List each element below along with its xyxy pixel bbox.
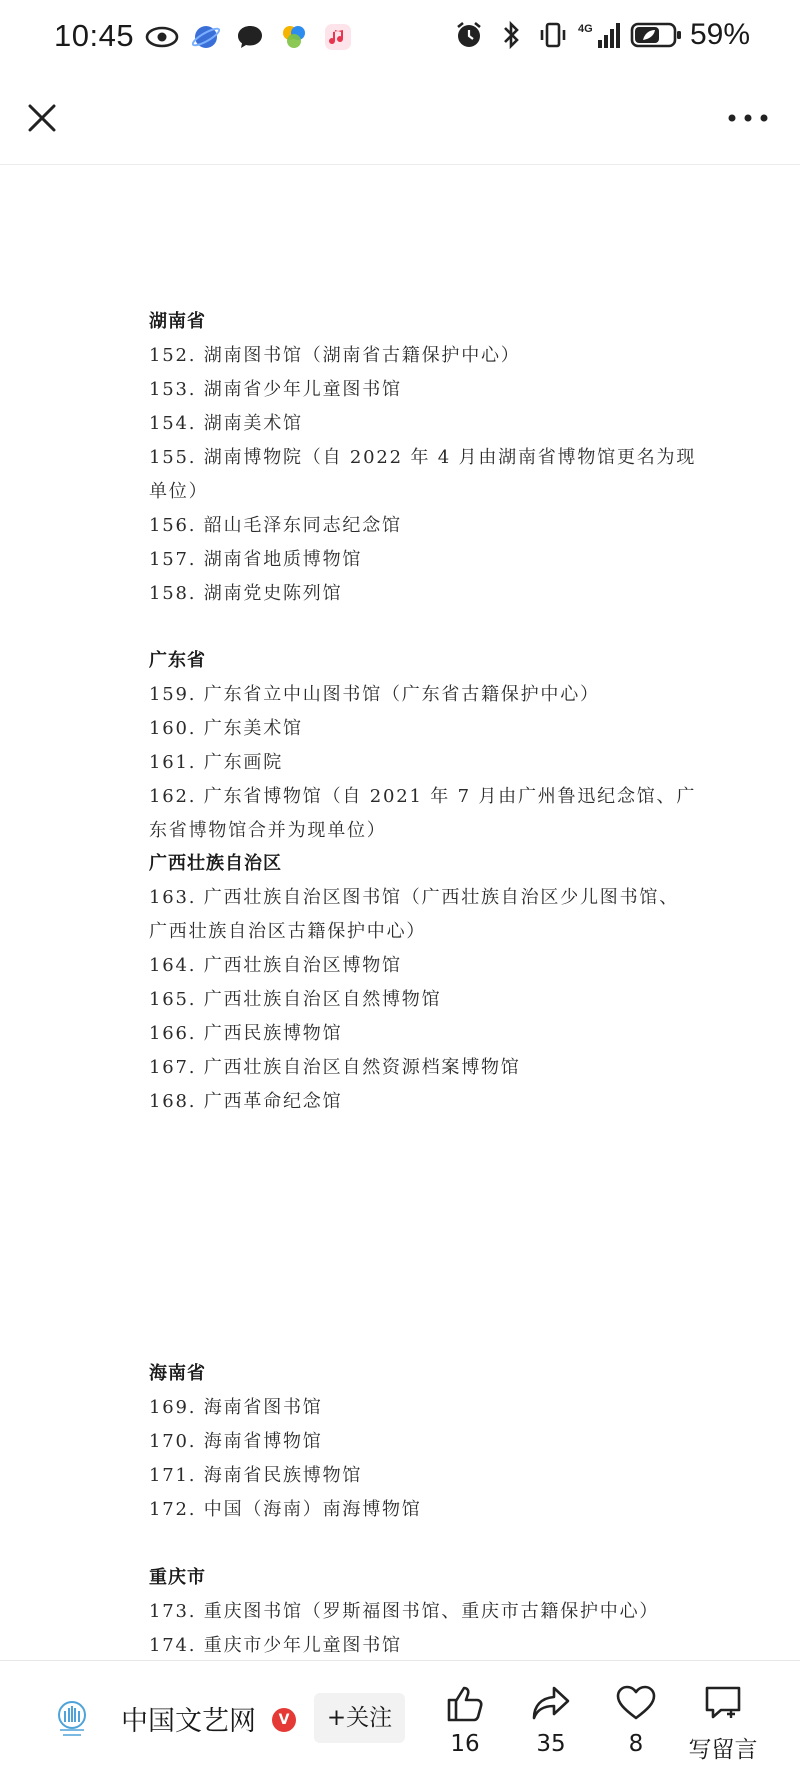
status-time: 10:45	[54, 18, 135, 53]
more-options-button[interactable]	[726, 104, 770, 132]
verified-badge: V	[272, 1708, 296, 1732]
article-top-bar	[0, 80, 800, 165]
section-heading-chongqing: 重庆市	[149, 1567, 206, 1588]
account-name[interactable]: 中国文艺网	[121, 1706, 256, 1737]
list-item: 166. 广西民族博物馆	[149, 1023, 343, 1044]
share-icon	[529, 1681, 573, 1725]
alarm-icon	[452, 18, 486, 52]
chat-bubble-icon	[233, 20, 267, 54]
status-app-icons	[145, 20, 355, 54]
like-button[interactable]	[430, 1681, 500, 1757]
comment-icon	[701, 1681, 745, 1725]
comment-button[interactable]	[687, 1681, 759, 1764]
bottom-action-bar	[0, 1660, 800, 1778]
list-item: 161. 广东画院	[149, 752, 283, 773]
list-item: 154. 湖南美术馆	[149, 413, 303, 434]
thumbs-up-icon	[443, 1681, 487, 1725]
list-item: 171. 海南省民族博物馆	[149, 1465, 363, 1486]
list-item: 174. 重庆市少年儿童图书馆	[149, 1635, 402, 1656]
list-item: 168. 广西革命纪念馆	[149, 1091, 343, 1112]
list-item: 东省博物馆合并为现单位）	[149, 820, 387, 841]
section-heading-guangdong: 广东省	[149, 650, 206, 671]
share-button[interactable]	[516, 1681, 586, 1757]
vibrate-icon	[536, 18, 570, 52]
music-icon	[321, 20, 355, 54]
list-item: 170. 海南省博物馆	[149, 1431, 323, 1452]
close-icon	[22, 98, 62, 138]
like-count: 16	[450, 1731, 480, 1757]
heart-icon	[614, 1681, 658, 1725]
browser-icon	[189, 20, 223, 54]
eye-icon	[145, 20, 179, 54]
section-heading-guangxi: 广西壮族自治区	[149, 853, 282, 874]
list-item: 160. 广东美术馆	[149, 718, 303, 739]
list-item: 162. 广东省博物馆（自 2021 年 7 月由广州鲁迅纪念馆、广	[149, 786, 697, 807]
list-item: 164. 广西壮族自治区博物馆	[149, 955, 402, 976]
logo-icon	[48, 1697, 96, 1745]
more-icon	[726, 104, 770, 132]
account-logo[interactable]	[48, 1697, 96, 1745]
signal-icon	[578, 18, 622, 52]
status-system-icons	[452, 18, 750, 52]
article-content	[0, 165, 800, 1660]
list-item: 156. 韶山毛泽东同志纪念馆	[149, 515, 402, 536]
favorite-button[interactable]	[601, 1681, 671, 1757]
list-item: 169. 海南省图书馆	[149, 1397, 323, 1418]
list-item: 153. 湖南省少年儿童图书馆	[149, 379, 402, 400]
status-bar	[0, 0, 800, 80]
list-item: 157. 湖南省地质博物馆	[149, 549, 363, 570]
list-item: 155. 湖南博物院（自 2022 年 4 月由湖南省博物馆更名为现	[149, 447, 697, 468]
comment-label: 写留言	[688, 1737, 758, 1763]
share-count: 35	[536, 1731, 566, 1757]
section-heading-hunan: 湖南省	[149, 311, 206, 332]
list-item: 广西壮族自治区古籍保护中心）	[149, 921, 427, 942]
svg-text:4G: 4G	[577, 23, 593, 35]
list-item: 159. 广东省立中山图书馆（广东省古籍保护中心）	[149, 684, 600, 705]
list-item: 单位）	[149, 481, 209, 502]
list-item: 152. 湖南图书馆（湖南省古籍保护中心）	[149, 345, 521, 366]
battery-percent: 59%	[689, 18, 750, 51]
list-item: 173. 重庆图书馆（罗斯福图书馆、重庆市古籍保护中心）	[149, 1601, 660, 1622]
follow-button[interactable]: +关注	[314, 1693, 405, 1743]
list-item: 163. 广西壮族自治区图书馆（广西壮族自治区少儿图书馆、	[149, 887, 679, 908]
list-item: 167. 广西壮族自治区自然资源档案博物馆	[149, 1057, 521, 1078]
list-item: 158. 湖南党史陈列馆	[149, 583, 343, 604]
favorite-count: 8	[628, 1731, 644, 1757]
list-item: 165. 广西壮族自治区自然博物馆	[149, 989, 442, 1010]
app-icon	[277, 20, 311, 54]
section-heading-hainan: 海南省	[149, 1363, 206, 1384]
list-item: 172. 中国（海南）南海博物馆	[149, 1499, 422, 1520]
close-button[interactable]	[22, 98, 62, 138]
battery-icon	[630, 18, 682, 52]
bluetooth-icon	[494, 18, 528, 52]
